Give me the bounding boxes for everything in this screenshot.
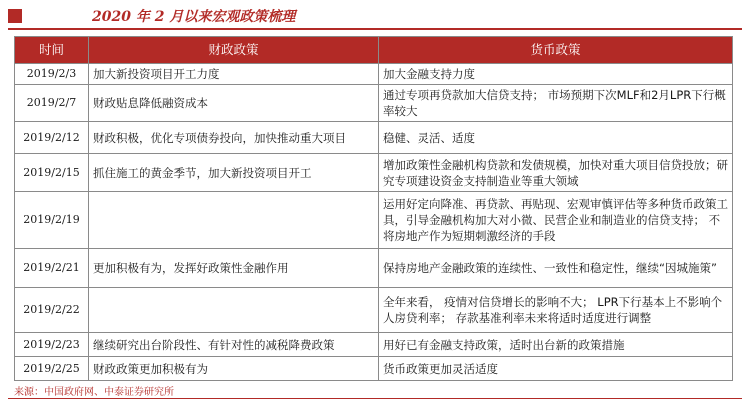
fiscal-cell: 继续研究出台阶段性、有针对性的减税降费政策 xyxy=(89,333,379,357)
date-cell: 2019/2/7 xyxy=(15,85,89,122)
fiscal-cell: 抓住施工的黄金季节，加大新投资项目开工 xyxy=(89,154,379,192)
fiscal-cell xyxy=(89,192,379,249)
fiscal-cell: 加大新投资项目开工力度 xyxy=(89,64,379,85)
title-bar xyxy=(8,4,742,30)
fiscal-cell xyxy=(89,288,379,333)
policy-table xyxy=(14,36,733,381)
fiscal-cell: 财政贴息降低融资成本 xyxy=(89,85,379,122)
table-row xyxy=(15,333,733,357)
table-row xyxy=(15,357,733,381)
table-row xyxy=(15,249,733,288)
date-cell: 2019/2/21 xyxy=(15,249,89,288)
header-fiscal: 财政政策 xyxy=(89,37,379,64)
header-date: 时间 xyxy=(15,37,89,64)
date-cell: 2019/2/25 xyxy=(15,357,89,381)
monetary-cell: 增加政策性金融机构贷款和发债规模，加快对重大项目信贷投放；研究专项建设资金支持制造业等重大领域 xyxy=(379,154,733,192)
date-cell: 2019/2/23 xyxy=(15,333,89,357)
table-row xyxy=(15,288,733,333)
date-cell: 2019/2/12 xyxy=(15,122,89,154)
monetary-cell: 稳健、灵活、适度 xyxy=(379,122,733,154)
table-header-row xyxy=(15,37,733,64)
monetary-cell: 用好已有金融支持政策，适时出台新的政策措施 xyxy=(379,333,733,357)
fiscal-cell: 财政积极，优化专项债券投向，加快推动重大项目 xyxy=(89,122,379,154)
date-cell: 2019/2/19 xyxy=(15,192,89,249)
fiscal-cell: 更加积极有为，发挥好政策性金融作用 xyxy=(89,249,379,288)
date-cell: 2019/2/22 xyxy=(15,288,89,333)
monetary-cell: 全年来看， 疫情对信贷增长的影响不大； LPR下行基本上不影响个人房贷利率； 存款基准利率未来将适时适度进行调整 xyxy=(379,288,733,333)
monetary-cell: 运用好定向降准、再贷款、再贴现、宏观审慎评估等多种货币政策工具，引导金融机构加大对小微、民营企业和制造业的信贷支持； 不将房地产作为短期刺激经济的手段 xyxy=(379,192,733,249)
square-bullet-icon xyxy=(8,9,22,23)
monetary-cell: 货币政策更加灵活适度 xyxy=(379,357,733,381)
page-title: 2020 年 2 月以来宏观政策梳理 xyxy=(92,9,296,25)
date-cell: 2019/2/15 xyxy=(15,154,89,192)
table-row xyxy=(15,192,733,249)
bottom-divider xyxy=(8,398,742,399)
table-row xyxy=(15,122,733,154)
table-row xyxy=(15,154,733,192)
monetary-cell: 加大金融支持力度 xyxy=(379,64,733,85)
header-monetary: 货币政策 xyxy=(379,37,733,64)
table-row xyxy=(15,64,733,85)
monetary-cell: 通过专项再贷款加大信贷支持； 市场预期下次MLF和2月LPR下行概率较大 xyxy=(379,85,733,122)
date-cell: 2019/2/3 xyxy=(15,64,89,85)
monetary-cell: 保持房地产金融政策的连续性、一致性和稳定性，继续“因城施策” xyxy=(379,249,733,288)
source-note: 来源：中国政府网、中泰证券研究所 xyxy=(14,387,174,398)
table-row xyxy=(15,85,733,122)
fiscal-cell: 财政政策更加积极有为 xyxy=(89,357,379,381)
